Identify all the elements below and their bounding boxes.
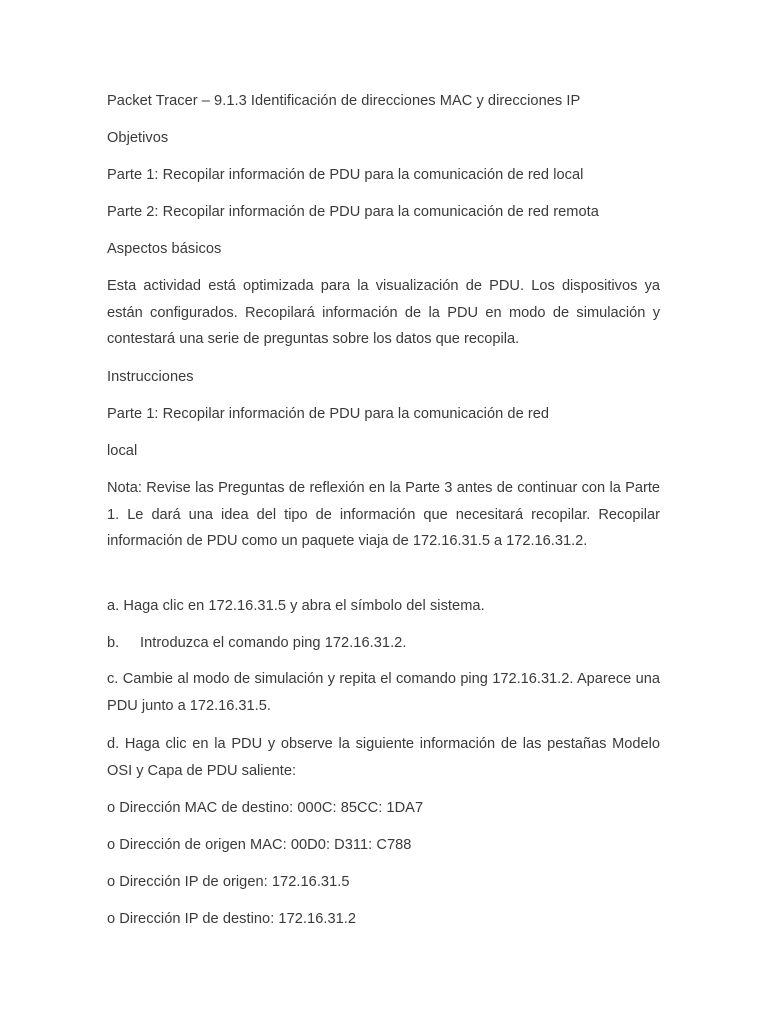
part1-heading-line2: local — [107, 443, 138, 459]
part1-heading-line1: Parte 1: Recopilar información de PDU para la comunicación de red — [107, 406, 550, 422]
background-paragraph: Esta actividad está optimizada para la visualización de PDU. Los dispositivos ya están configurados. Recopilará información de la PDU en modo de simulación y contestará una serie de preguntas sobre los datos que recopila. — [107, 278, 660, 347]
bullet-item: o Dirección MAC de destino: 000C: 85CC: 1DA7 — [107, 800, 424, 816]
instructions-heading: Instrucciones — [107, 369, 194, 385]
step-b — [107, 634, 406, 652]
step-b-text: Introduzca el comando ping 172.16.31.2. — [140, 635, 407, 651]
step-b-label: b. — [107, 635, 120, 651]
document-title: Packet Tracer – 9.1.3 Identificación de direcciones MAC y direcciones IP — [107, 93, 581, 109]
bullet-item: o Dirección de origen MAC: 00D0: D311: C788 — [107, 837, 412, 853]
step-d: d. Haga clic en la PDU y observe la siguiente información de las pestañas Modelo OSI y Capa de PDU saliente: — [107, 736, 660, 779]
background-heading: Aspectos básicos — [107, 241, 222, 257]
step-a: a. Haga clic en 172.16.31.5 y abra el símbolo del sistema. — [107, 598, 485, 614]
step-c: c. Cambie al modo de simulación y repita el comando ping 172.16.31.2. Aparece una PDU junto a 172.16.31.5. — [107, 671, 660, 714]
bullet-item: o Dirección IP de destino: 172.16.31.2 — [107, 911, 357, 927]
part1-objective: Parte 1: Recopilar información de PDU para la comunicación de red local — [107, 167, 584, 183]
part2-objective: Parte 2: Recopilar información de PDU para la comunicación de red remota — [107, 204, 599, 220]
objectives-heading: Objetivos — [107, 130, 169, 146]
note-paragraph: Nota: Revise las Preguntas de reflexión en la Parte 3 antes de continuar con la Parte 1. Le dará una idea del tipo de información que necesitará recopilar. Recopilar información de PDU como un paquete viaja de 172.16.31.5 a 172.16.31.2. — [107, 480, 660, 549]
bullet-item: o Dirección IP de origen: 172.16.31.5 — [107, 874, 350, 890]
